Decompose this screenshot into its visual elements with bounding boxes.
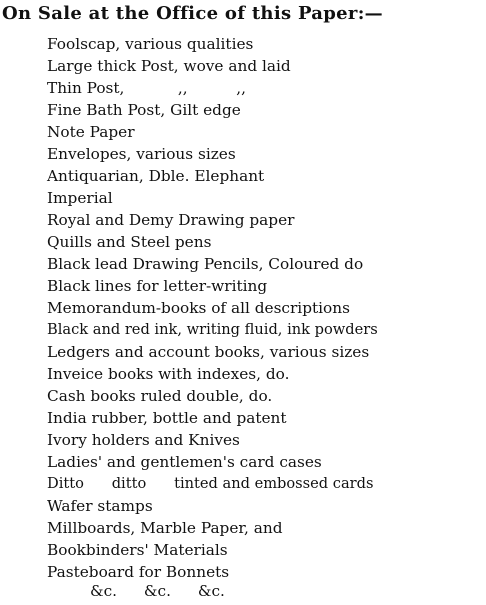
list-item: Thin Post, ,, ,,	[47, 79, 246, 97]
list-item: Imperial	[47, 189, 113, 207]
etc-mark: &c.	[90, 582, 118, 600]
etc-line	[90, 582, 247, 600]
list-item: Large thick Post, wove and laid	[47, 57, 291, 75]
list-item: Note Paper	[47, 123, 135, 141]
list-item: Millboards, Marble Paper, and	[47, 519, 283, 537]
list-item: Wafer stamps	[47, 497, 153, 515]
list-item: Pasteboard for Bonnets	[47, 563, 230, 581]
heading: On Sale at the Office of this Paper:—	[2, 3, 383, 24]
etc-mark: &c.	[197, 582, 225, 600]
list-item: Memorandum-books of all descriptions	[47, 299, 350, 317]
list-item: Black and red ink, writing fluid, ink powders	[47, 321, 378, 338]
item-list	[47, 33, 378, 583]
list-item: Cash books ruled double, do.	[47, 387, 273, 405]
list-item: Ivory holders and Knives	[47, 431, 240, 449]
list-item: Quills and Steel pens	[47, 233, 212, 251]
list-item: Envelopes, various sizes	[47, 145, 236, 163]
list-item: Ditto ditto tinted and embossed cards	[47, 475, 374, 492]
list-item: India rubber, bottle and patent	[47, 409, 287, 427]
list-item: Inveice books with indexes, do.	[47, 365, 290, 383]
list-item: Bookbinders' Materials	[47, 541, 228, 559]
list-item: Black lines for letter-writing	[47, 277, 268, 295]
list-item: Ledgers and account books, various sizes	[47, 343, 370, 361]
list-item: Foolscap, various qualities	[47, 35, 254, 53]
list-item: Black lead Drawing Pencils, Coloured do	[47, 255, 364, 273]
list-item: Ladies' and gentlemen's card cases	[47, 453, 322, 471]
list-item: Royal and Demy Drawing paper	[47, 211, 295, 229]
list-item: Fine Bath Post, Gilt edge	[47, 101, 241, 119]
list-item: Antiquarian, Dble. Elephant	[47, 167, 265, 185]
etc-mark: &c.	[143, 582, 171, 600]
